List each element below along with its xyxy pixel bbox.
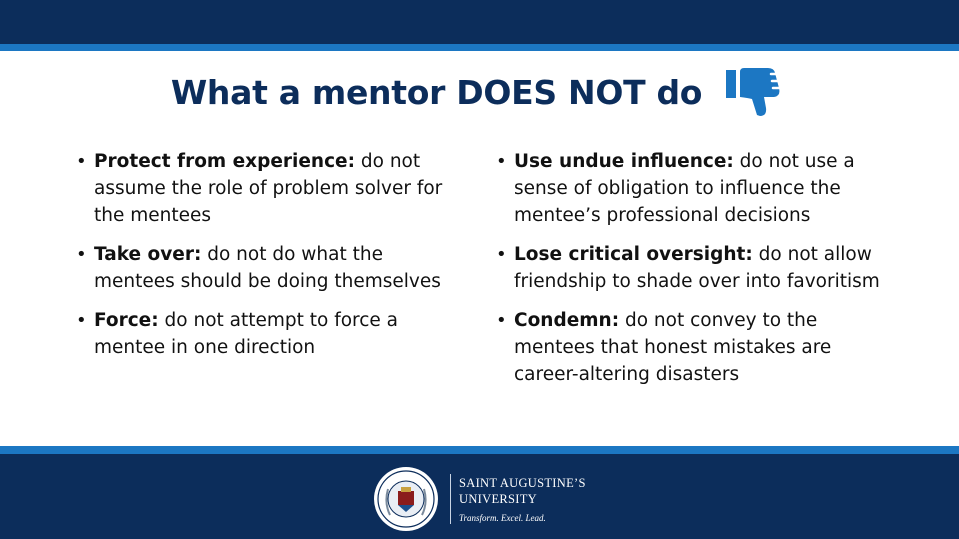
top-accent-stripe [0,44,959,51]
bullet-icon: • [76,244,87,265]
bullet-term: Lose critical oversight: [514,244,753,265]
list-item [494,307,894,388]
bullet-text: do not assume the role of problem solver for the mentees [94,151,443,226]
bullet-text: do not use a sense of obligation to influence the mentee’s professional decisions [514,151,855,226]
bullet-text: do not allow friendship to shade over into favoritism [514,244,880,292]
title-row [0,62,959,122]
list-item [494,148,894,229]
list-item [74,307,459,361]
university-logo [372,466,586,532]
bullet-icon: • [76,151,87,172]
top-header-band [0,0,959,44]
university-wordmark [459,475,586,523]
bullet-term: Condemn: [514,310,620,331]
bullet-icon: • [496,151,507,172]
bullet-text: do not convey to the mentees that honest mistakes are career-altering disasters [514,310,832,385]
bullet-text: do not do what the mentees should be doing themselves [94,244,441,292]
bottom-accent-stripe [0,446,959,454]
right-column [494,148,894,400]
university-seal-icon [372,465,440,533]
bullet-term: Take over: [94,244,202,265]
bullet-icon: • [496,244,507,265]
university-tagline: Transform. Excel. Lead. [459,513,546,523]
bullet-icon: • [76,310,87,331]
bullet-text: do not attempt to force a mentee in one direction [94,310,399,358]
bullet-icon: • [496,310,507,331]
left-column [74,148,459,373]
logo-divider [450,474,451,524]
university-name-line2: UNIVERSITY [459,492,537,506]
bullet-term: Protect from experience: [94,151,355,172]
list-item [74,241,459,295]
thumbs-down-icon [724,66,788,118]
slide-title: What a mentor DOES NOT do [170,72,703,112]
university-name-line1: SAINT AUGUSTINE’S [459,476,586,490]
bullet-term: Use undue influence: [514,151,734,172]
list-item [74,148,459,229]
list-item [494,241,894,295]
left-bullet-list [74,148,459,361]
bullet-term: Force: [94,310,159,331]
right-bullet-list [494,148,894,388]
